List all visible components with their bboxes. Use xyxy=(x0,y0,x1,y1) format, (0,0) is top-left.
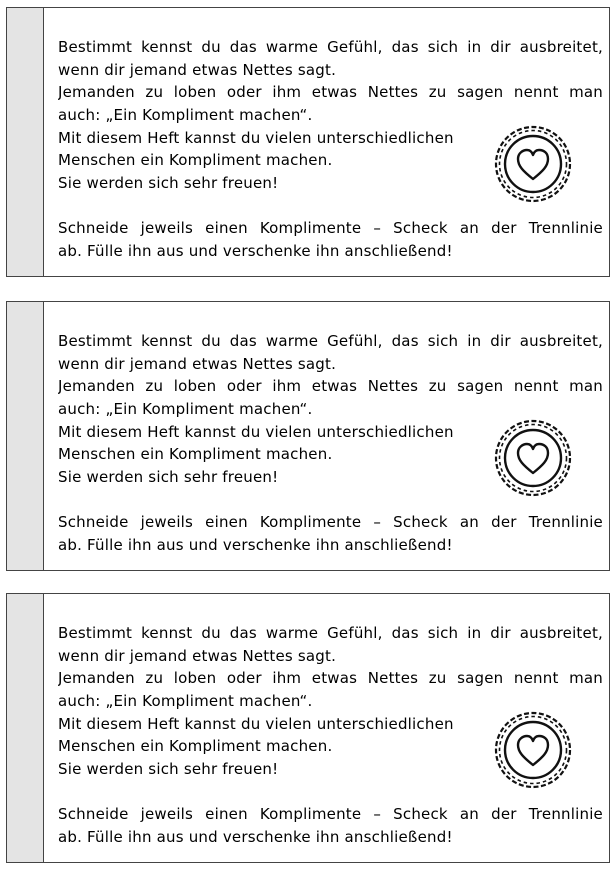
text-line: Schneide jeweils einen Komplimente – Scheck an der Trennlinie xyxy=(58,804,603,823)
text-line: Menschen ein Kompliment machen. xyxy=(58,151,333,170)
card-side-strip xyxy=(7,302,44,570)
text-line: Mit diesem Heft kannst du vielen unterschiedlichen xyxy=(58,714,454,733)
text-line: Jemanden zu loben oder ihm etwas Nettes zu sagen nennt man xyxy=(58,377,603,396)
text-line: Jemanden zu loben oder ihm etwas Nettes zu sagen nennt man xyxy=(58,83,603,102)
text-line: Mit diesem Heft kannst du vielen unterschiedlichen xyxy=(58,128,454,147)
text-line: ab. Fülle ihn aus und verschenke ihn anschließend! xyxy=(58,241,453,260)
text-line: Mit diesem Heft kannst du vielen unterschiedlichen xyxy=(58,422,454,441)
text-line: Schneide jeweils einen Komplimente – Scheck an der Trennlinie xyxy=(58,218,603,237)
text-line: ab. Fülle ihn aus und verschenke ihn anschließend! xyxy=(58,535,453,554)
text-line: Menschen ein Kompliment machen. xyxy=(58,445,333,464)
text-line: Sie werden sich sehr freuen! xyxy=(58,468,279,487)
text-line: auch: „Ein Kompliment machen“. xyxy=(58,400,313,419)
text-line: Sie werden sich sehr freuen! xyxy=(58,760,279,779)
text-line: ab. Fülle ihn aus und verschenke ihn anschließend! xyxy=(58,827,453,846)
text-line: Schneide jeweils einen Komplimente – Scheck an der Trennlinie xyxy=(58,512,603,531)
text-line: Sie werden sich sehr freuen! xyxy=(58,174,279,193)
text-line: Bestimmt kennst du das warme Gefühl, das sich in dir ausbreitet, xyxy=(58,38,603,56)
heart-badge-icon xyxy=(493,710,573,790)
text-line: wenn dir jemand etwas Nettes sagt. xyxy=(58,646,337,665)
text-line: Menschen ein Kompliment machen. xyxy=(58,737,333,756)
card-side-strip xyxy=(7,594,44,862)
text-line: Jemanden zu loben oder ihm etwas Nettes zu sagen nennt man xyxy=(58,669,603,688)
info-card-3 xyxy=(6,593,610,863)
heart-badge-icon xyxy=(493,124,573,204)
heart-badge-icon xyxy=(493,418,573,498)
text-line: wenn dir jemand etwas Nettes sagt. xyxy=(58,354,337,373)
text-line: Bestimmt kennst du das warme Gefühl, das sich in dir ausbreitet, xyxy=(58,624,603,642)
text-line: Bestimmt kennst du das warme Gefühl, das sich in dir ausbreitet, xyxy=(58,332,603,350)
info-card-2 xyxy=(6,301,610,571)
text-line: wenn dir jemand etwas Nettes sagt. xyxy=(58,60,337,79)
text-line: auch: „Ein Kompliment machen“. xyxy=(58,692,313,711)
card-side-strip xyxy=(7,8,44,276)
info-card-1 xyxy=(6,7,610,277)
text-line: auch: „Ein Kompliment machen“. xyxy=(58,106,313,125)
